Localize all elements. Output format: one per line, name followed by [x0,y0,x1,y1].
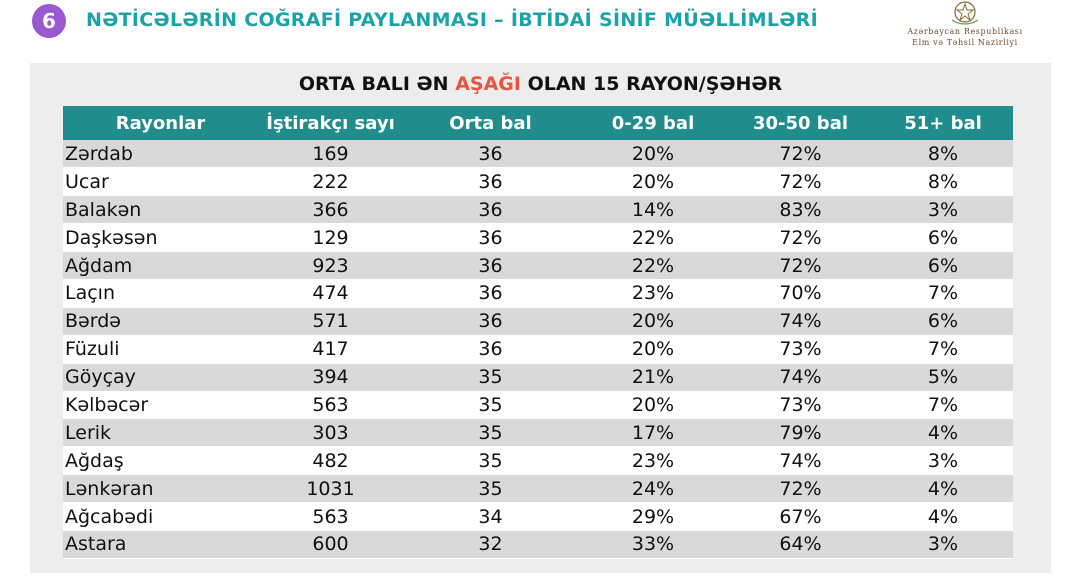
score-30-50-cell: 74% [728,307,873,335]
average-score-cell: 35 [403,419,578,447]
table-title-prefix: ORTA BALI ƏN [298,73,456,95]
district-cell: Zərdab [63,140,258,168]
score-0-29-cell: 20% [578,307,728,335]
average-score-cell: 36 [403,307,578,335]
score-30-50-cell: 73% [728,391,873,419]
column-header: Rayonlar [63,106,258,140]
participants-cell: 303 [258,419,403,447]
score-0-29-cell: 33% [578,530,728,558]
average-score-cell: 36 [403,196,578,224]
ministry-logo [890,0,1040,48]
score-0-29-cell: 20% [578,140,728,168]
table-row [63,307,1013,335]
average-score-cell: 36 [403,140,578,168]
participants-cell: 600 [258,530,403,558]
page-title: NƏTİCƏLƏRİN COĞRAFİ PAYLANMASI – İBTİDAİ SİNİF MÜƏLLİMLƏRİ [86,9,818,31]
participants-cell: 923 [258,252,403,280]
district-cell: Lənkəran [63,475,258,503]
district-cell: Daşkəsən [63,224,258,252]
table-row [63,530,1013,558]
column-header: 30-50 bal [728,106,873,140]
district-cell: Bərdə [63,307,258,335]
score-51-plus-cell: 7% [873,391,1013,419]
table-row [63,363,1013,391]
score-0-29-cell: 23% [578,447,728,475]
participants-cell: 563 [258,503,403,531]
score-0-29-cell: 20% [578,391,728,419]
district-cell: Ağdaş [63,447,258,475]
score-0-29-cell: 22% [578,252,728,280]
score-30-50-cell: 64% [728,530,873,558]
score-51-plus-cell: 6% [873,224,1013,252]
score-30-50-cell: 73% [728,335,873,363]
score-0-29-cell: 24% [578,475,728,503]
district-cell: Balakən [63,196,258,224]
column-header: 51+ bal [873,106,1013,140]
score-51-plus-cell: 6% [873,307,1013,335]
participants-cell: 394 [258,363,403,391]
results-table [63,106,1013,559]
table-title-highlight: AŞAĞI [455,73,521,95]
score-51-plus-cell: 4% [873,475,1013,503]
table-row [63,419,1013,447]
participants-cell: 222 [258,168,403,196]
participants-cell: 1031 [258,475,403,503]
score-0-29-cell: 29% [578,503,728,531]
district-cell: Ağdam [63,252,258,280]
column-header: İştirakçı sayı [258,106,403,140]
table-panel [30,63,1051,573]
average-score-cell: 35 [403,475,578,503]
slide-number-badge: 6 [32,4,66,38]
score-30-50-cell: 67% [728,503,873,531]
score-51-plus-cell: 5% [873,363,1013,391]
district-cell: Lerik [63,419,258,447]
district-cell: Astara [63,530,258,558]
table-row [63,279,1013,307]
table-row [63,224,1013,252]
score-30-50-cell: 72% [728,168,873,196]
district-cell: Kəlbəcər [63,391,258,419]
table-row [63,196,1013,224]
score-51-plus-cell: 6% [873,252,1013,280]
score-0-29-cell: 17% [578,419,728,447]
participants-cell: 571 [258,307,403,335]
participants-cell: 563 [258,391,403,419]
table-row [63,447,1013,475]
score-51-plus-cell: 8% [873,168,1013,196]
table-body [63,140,1013,558]
score-30-50-cell: 74% [728,447,873,475]
table-row [63,168,1013,196]
score-30-50-cell: 83% [728,196,873,224]
average-score-cell: 35 [403,447,578,475]
participants-cell: 474 [258,279,403,307]
score-0-29-cell: 20% [578,168,728,196]
score-30-50-cell: 70% [728,279,873,307]
score-30-50-cell: 79% [728,419,873,447]
score-0-29-cell: 23% [578,279,728,307]
score-30-50-cell: 72% [728,224,873,252]
score-51-plus-cell: 7% [873,335,1013,363]
district-cell: Laçın [63,279,258,307]
participants-cell: 417 [258,335,403,363]
table-row [63,335,1013,363]
table-row [63,503,1013,531]
table-row [63,391,1013,419]
score-51-plus-cell: 4% [873,419,1013,447]
participants-cell: 482 [258,447,403,475]
table-row [63,475,1013,503]
score-0-29-cell: 20% [578,335,728,363]
table-header-row [63,106,1013,140]
table-row [63,252,1013,280]
district-cell: Füzuli [63,335,258,363]
ministry-name-line1: Azərbaycan Respublikası [907,27,1023,36]
average-score-cell: 36 [403,224,578,252]
average-score-cell: 36 [403,279,578,307]
score-51-plus-cell: 7% [873,279,1013,307]
table-title [30,73,1051,95]
participants-cell: 366 [258,196,403,224]
participants-cell: 169 [258,140,403,168]
average-score-cell: 36 [403,335,578,363]
score-51-plus-cell: 3% [873,196,1013,224]
district-cell: Ucar [63,168,258,196]
district-cell: Göyçay [63,363,258,391]
score-0-29-cell: 21% [578,363,728,391]
score-30-50-cell: 72% [728,475,873,503]
score-51-plus-cell: 3% [873,447,1013,475]
score-30-50-cell: 72% [728,252,873,280]
average-score-cell: 36 [403,252,578,280]
score-30-50-cell: 74% [728,363,873,391]
table-title-suffix: OLAN 15 RAYON/ŞƏHƏR [520,73,783,95]
ministry-name-line2: Elm və Təhsil Nazirliyi [912,38,1018,47]
average-score-cell: 35 [403,391,578,419]
average-score-cell: 32 [403,530,578,558]
district-cell: Ağcabədi [63,503,258,531]
score-0-29-cell: 22% [578,224,728,252]
average-score-cell: 34 [403,503,578,531]
column-header: Orta bal [403,106,578,140]
score-51-plus-cell: 8% [873,140,1013,168]
average-score-cell: 36 [403,168,578,196]
score-0-29-cell: 14% [578,196,728,224]
score-30-50-cell: 72% [728,140,873,168]
azerbaijan-emblem-icon [948,0,982,26]
column-header: 0-29 bal [578,106,728,140]
average-score-cell: 35 [403,363,578,391]
score-51-plus-cell: 3% [873,530,1013,558]
score-51-plus-cell: 4% [873,503,1013,531]
table-row [63,140,1013,168]
participants-cell: 129 [258,224,403,252]
